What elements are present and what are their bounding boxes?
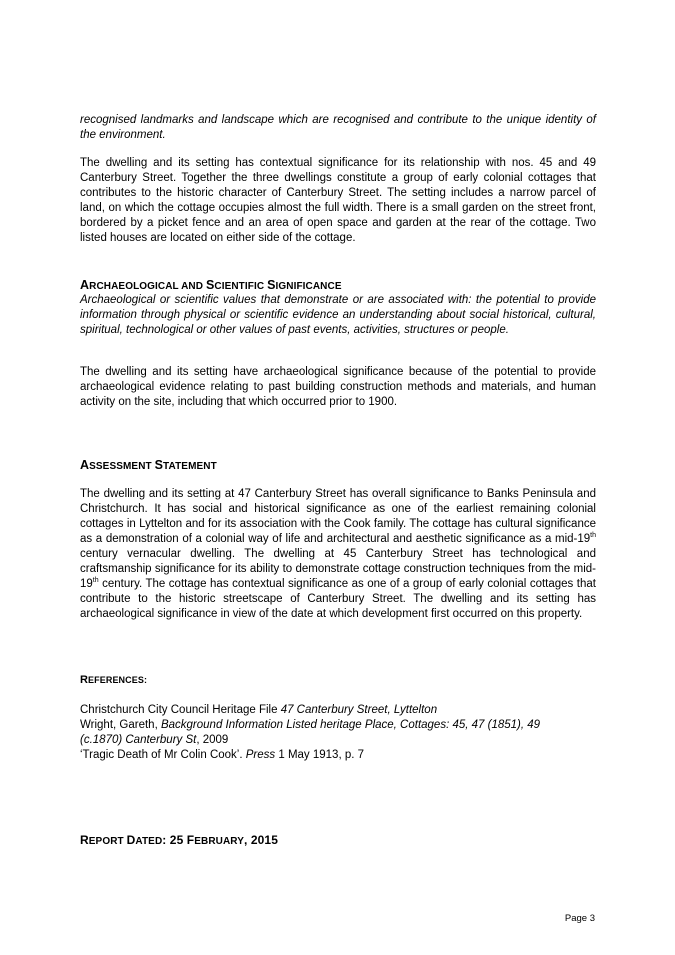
archaeological-paragraph: The dwelling and its setting have archaeological significance because of the potential to provide archaeological evidence relating to past building construction methods and materials, and human activity on the site, including that which occurred prior to 1900. xyxy=(80,366,596,408)
assessment-heading: ASSESSMENT STATEMENT xyxy=(80,458,217,472)
archaeological-definition: Archaeological or scientific values that demonstrate or are associated with: the potential to provide information through physical or scientific evidence an understanding about social historical, cultural, spiritual, technological or other values of past events, activities, structures or people. xyxy=(80,294,596,336)
assessment-paragraph: The dwelling and its setting at 47 Canterbury Street has overall significance to Banks Peninsula and Christchurch. It has social and historical significance as one of the earliest remaining colonial cottages in Lyttelton and for its association with the Cook family. The cottage has cultural significance as a demonstration of a colonial way of life and architectural and aesthetic significance as a mid-19th century vernacular dwelling. The dwelling at 45 Canterbury Street has technological and craftsmanship significance for its ability to demonstrate cottage construction techniques from the mid-19th century. The cottage has contextual significance as one of a group of early colonial cottages that contribute to the historic streetscape of Canterbury Street. The dwelling and its setting has archaeological significance in view of the date at which development first occurred on this property. xyxy=(80,488,596,620)
references-heading: REFERENCES: xyxy=(80,674,148,686)
report-dated: REPORT DATED: 25 FEBRUARY, 2015 xyxy=(80,833,278,847)
reference-item-continued: (c.1870) Canterbury St, 2009 xyxy=(80,734,229,746)
reference-item: Christchurch City Council Heritage File 47 Canterbury Street, Lyttelton xyxy=(80,704,438,716)
reference-item: ‘Tragic Death of Mr Colin Cook’. Press 1 May 1913, p. 7 xyxy=(80,749,365,761)
contextual-paragraph: The dwelling and its setting has contextual significance for its relationship with nos. 45 and 49 Canterbury Street. Together the three dwellings constitute a group of early colonial cottages that contributes to the historic character of Canterbury Street. The setting includes a narrow parcel of land, on which the cottage occupies almost the full width. There is a small garden on the street front, bordered by a picket fence and an area of open space and garden at the rear of the cottage. Two listed houses are located on either side of the cottage. xyxy=(80,157,596,244)
reference-item: Wright, Gareth, Background Information Listed heritage Place, Cottages: 45, 47 (1851), 49 xyxy=(80,719,541,731)
archaeological-heading: ARCHAEOLOGICAL AND SCIENTIFIC SIGNIFICANCE xyxy=(80,278,342,292)
page-number: Page 3 xyxy=(564,913,595,924)
intro-paragraph: recognised landmarks and landscape which are recognised and contribute to the unique identity of the environment. xyxy=(80,114,596,141)
references-list xyxy=(80,703,596,763)
